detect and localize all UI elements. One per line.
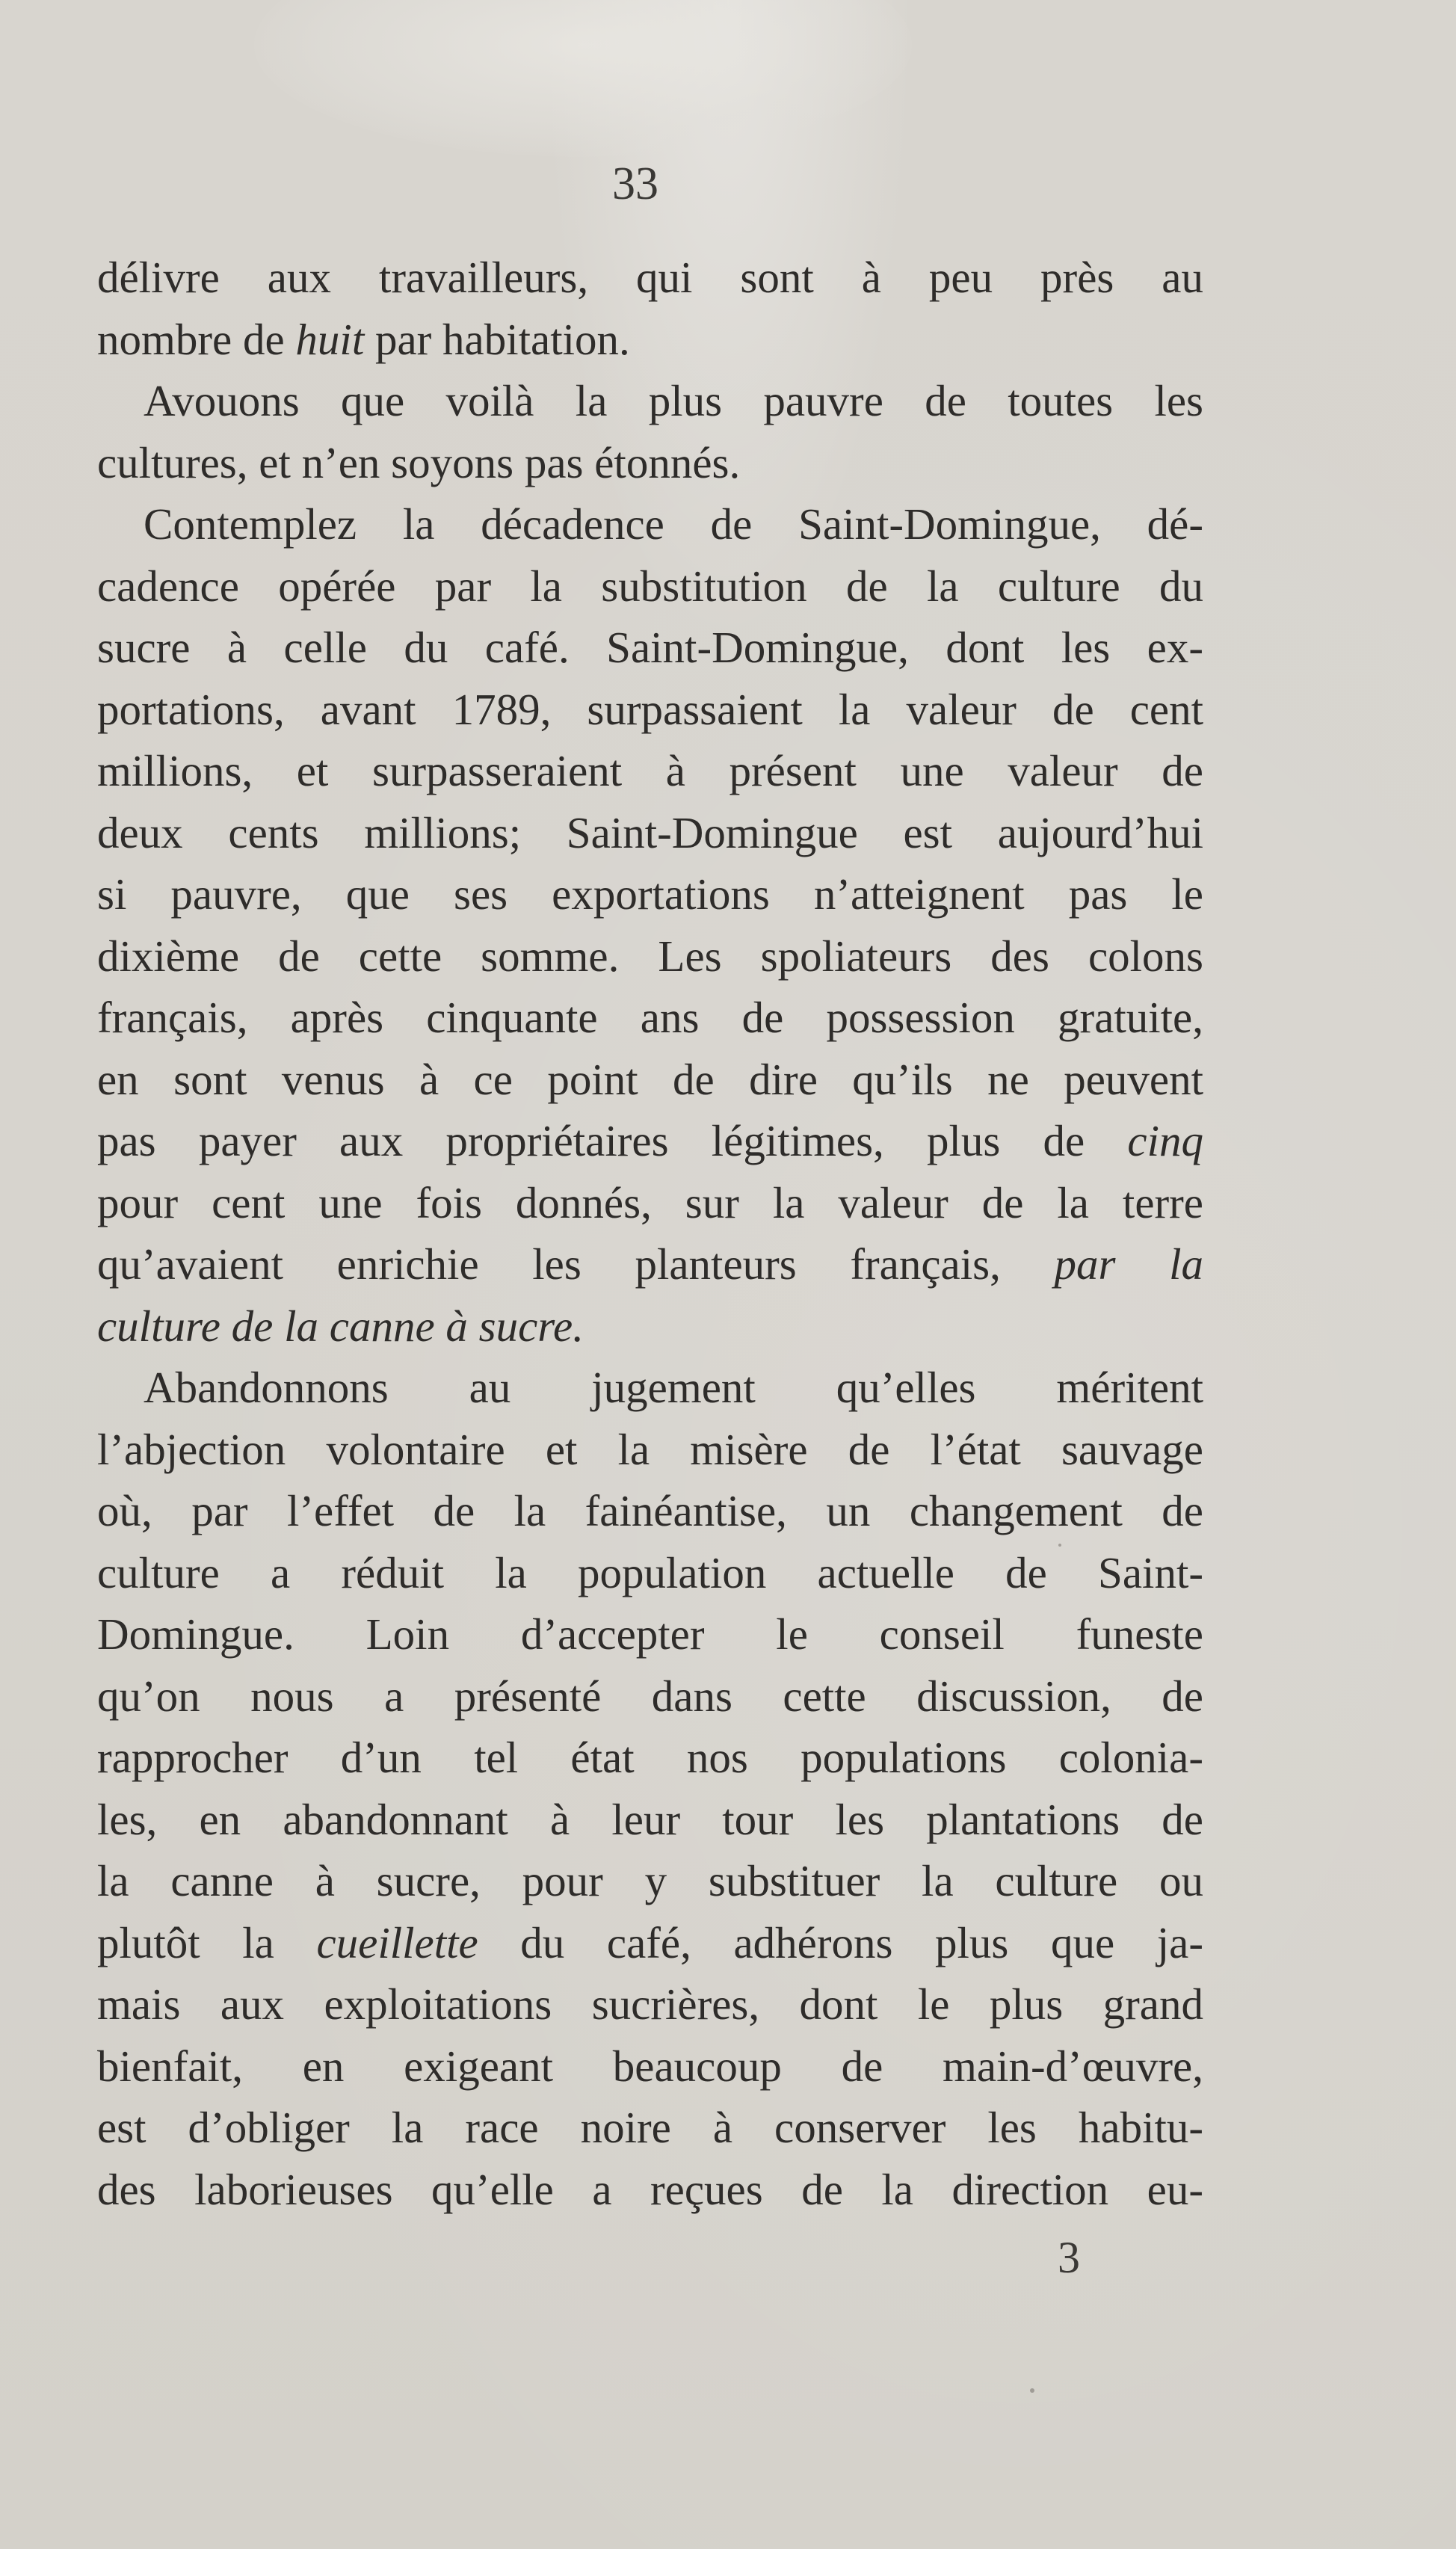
text-line	[97, 1295, 1203, 1357]
text-segment: pour cent une fois donnés, sur la valeur de la terre	[97, 1177, 1203, 1227]
text-line	[97, 802, 1203, 864]
text-segment: Avouons que voilà la plus pauvre de toutes les	[144, 376, 1203, 425]
text-line	[97, 309, 1203, 371]
text-line	[97, 2097, 1203, 2159]
text-segment: cultures, et n’en soyons pas étonnés.	[97, 437, 741, 487]
paper-speck	[1058, 1544, 1061, 1547]
italic-segment: culture de la canne à sucre.	[97, 1301, 584, 1351]
text-segment: pas payer aux propriétaires légitimes, plus de	[97, 1116, 1128, 1165]
text-line	[97, 1233, 1203, 1295]
text-line	[97, 1973, 1203, 2035]
signature-mark: 3	[1058, 2233, 1080, 2282]
italic-segment: par la	[1054, 1239, 1204, 1289]
paper-stain	[254, 0, 912, 157]
text-segment: nombre de	[97, 314, 296, 364]
italic-segment: huit	[295, 314, 365, 364]
text-segment: Contemplez la décadence de Saint-Domingue, dé-	[144, 499, 1203, 549]
text-segment: rapprocher d’un tel état nos populations colonia-	[97, 1733, 1203, 1782]
text-segment: millions, et surpasseraient à présent une valeur de	[97, 746, 1203, 795]
text-line	[97, 247, 1203, 309]
text-segment: délivre aux travailleurs, qui sont à peu près au	[97, 253, 1203, 302]
text-segment: cadence opérée par la substitution de la culture du	[97, 561, 1203, 611]
text-line	[97, 1665, 1203, 1727]
text-line	[97, 370, 1203, 432]
italic-segment: cinq	[1127, 1116, 1203, 1165]
text-line	[97, 1110, 1203, 1172]
text-line	[97, 2035, 1203, 2098]
text-segment: en sont venus à ce point de dire qu’ils ne peuvent	[97, 1054, 1203, 1104]
text-segment: bienfait, en exigeant beaucoup de main-d’œuvre,	[97, 2041, 1203, 2091]
text-line	[97, 493, 1203, 555]
text-line	[97, 679, 1203, 741]
text-line	[97, 1357, 1203, 1419]
text-line	[97, 1727, 1203, 1789]
text-line	[97, 1850, 1203, 1912]
text-line	[97, 1480, 1203, 1542]
text-segment: deux cents millions; Saint-Domingue est aujourd’hui	[97, 807, 1203, 857]
text-line	[97, 925, 1203, 987]
text-line	[97, 863, 1203, 925]
text-line	[97, 1789, 1203, 1851]
text-line	[97, 1172, 1203, 1234]
text-segment: sucre à celle du café. Saint-Domingue, dont les ex-	[97, 623, 1203, 672]
text-segment: du café, adhérons plus que ja-	[478, 1917, 1203, 1967]
text-segment: mais aux exploitations sucrières, dont le plus grand	[97, 1979, 1203, 2029]
text-line	[97, 1603, 1203, 1665]
text-line	[97, 1912, 1203, 1974]
text-segment: par habitation.	[364, 314, 630, 364]
text-segment: l’abjection volontaire et la misère de l’état sauvage	[97, 1424, 1203, 1474]
paper-speck	[1030, 2388, 1034, 2393]
text-segment: les, en abandonnant à leur tour les plantations de	[97, 1794, 1203, 1844]
text-line	[97, 555, 1203, 617]
text-segment: est d’obliger la race noire à conserver les habitu-	[97, 2103, 1203, 2152]
text-segment: Domingue. Loin d’accepter le conseil funeste	[97, 1609, 1203, 1659]
text-segment: où, par l’effet de la fainéantise, un changement de	[97, 1486, 1203, 1535]
text-segment: plutôt la	[97, 1917, 317, 1967]
text-line	[97, 432, 1203, 494]
text-segment: qu’on nous a présenté dans cette discussion, de	[97, 1671, 1203, 1721]
body-text	[97, 247, 1203, 2220]
page-number: 33	[612, 158, 658, 209]
text-line	[97, 617, 1203, 679]
italic-segment: cueillette	[316, 1917, 478, 1967]
text-line	[97, 740, 1203, 802]
text-segment: dixième de cette somme. Les spoliateurs des colons	[97, 931, 1203, 981]
text-segment: des laborieuses qu’elle a reçues de la direction eu-	[97, 2164, 1203, 2214]
text-line	[97, 1419, 1203, 1481]
text-line	[97, 987, 1203, 1049]
text-segment: si pauvre, que ses exportations n’atteignent pas le	[97, 869, 1203, 919]
text-segment: qu’avaient enrichie les planteurs français,	[97, 1239, 1055, 1289]
text-segment: français, après cinquante ans de possession gratuite,	[97, 993, 1203, 1042]
text-line	[97, 1542, 1203, 1604]
text-segment: Abandonnons au jugement qu’elles méritent	[144, 1363, 1203, 1412]
text-segment: culture a réduit la population actuelle de Saint-	[97, 1547, 1203, 1597]
text-line	[97, 2159, 1203, 2221]
text-segment: la canne à sucre, pour y substituer la culture ou	[97, 1856, 1203, 1905]
text-line	[97, 1049, 1203, 1111]
text-segment: portations, avant 1789, surpassaient la valeur de cent	[97, 684, 1203, 734]
